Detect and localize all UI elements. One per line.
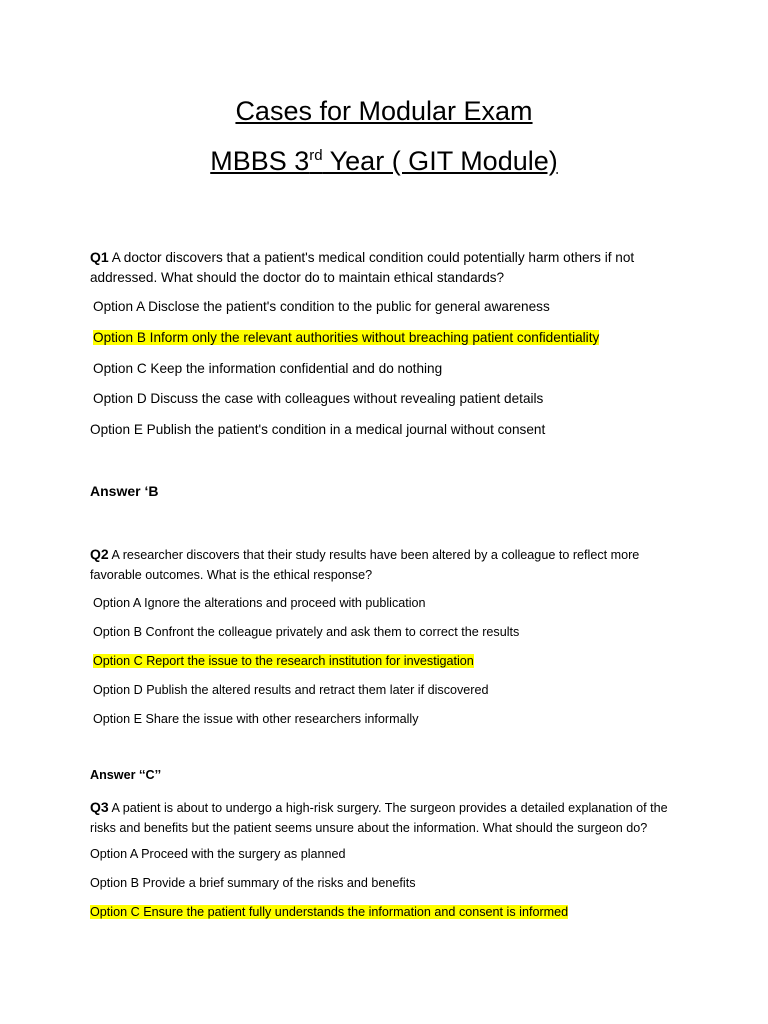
question-3 [90,797,690,838]
question-text: A researcher discovers that their study results have been altered by a colleague to reflect more favorable outcomes. What is the ethical response? [90,548,640,582]
q3-option-c [90,903,690,921]
question-number: Q2 [90,546,109,562]
q1-option-a: Option A Disclose the patient's condition to the public for general awareness [93,299,550,314]
document-subtitle [0,146,768,177]
q2-option-d: Option D Publish the altered results and retract them later if discovered [93,683,489,697]
subtitle-rest: Year ( GIT Module) [322,146,558,176]
q3-option-c-highlighted: Option C Ensure the patient fully understands the information and consent is informed [90,905,569,919]
question-2 [90,544,680,585]
question-number: Q3 [90,799,109,815]
q2-option-c-highlighted: Option C Report the issue to the research institution for investigation [93,654,474,668]
q1-option-e: Option E Publish the patient's condition in a medical journal without consent [90,422,546,437]
question-1 [90,247,680,288]
q1-option-b-highlighted: Option B Inform only the relevant authorities without breaching patient confidentiality [93,330,600,345]
q1-option-d: Option D Discuss the case with colleagues without revealing patient details [93,391,544,406]
q3-option-a: Option A Proceed with the surgery as planned [90,847,346,861]
q1-answer: Answer ‘B [90,483,159,499]
subtitle-superscript: rd [309,147,323,164]
question-number: Q1 [90,249,109,265]
subtitle-main: MBBS 3 [210,146,310,176]
document-title: Cases for Modular Exam [235,96,533,126]
q2-option-c [93,652,693,670]
q2-option-b: Option B Confront the colleague privately and ask them to correct the results [93,625,520,639]
q2-option-e: Option E Share the issue with other researchers informally [93,712,419,726]
q1-option-b [93,329,693,347]
q2-option-a: Option A Ignore the alterations and proceed with publication [93,596,426,610]
q3-option-b: Option B Provide a brief summary of the risks and benefits [90,876,416,890]
q2-answer: Answer ‘‘C’’ [90,768,162,782]
q1-option-c: Option C Keep the information confidential and do nothing [93,361,443,376]
question-text: A patient is about to undergo a high-risk surgery. The surgeon provides a detailed explanation of the risks and benefits but the patient seems unsure about the information. What should the surgeon do? [90,801,668,835]
question-text: A doctor discovers that a patient's medical condition could potentially harm others if not addressed. What should the doctor do to maintain ethical standards? [90,250,635,285]
